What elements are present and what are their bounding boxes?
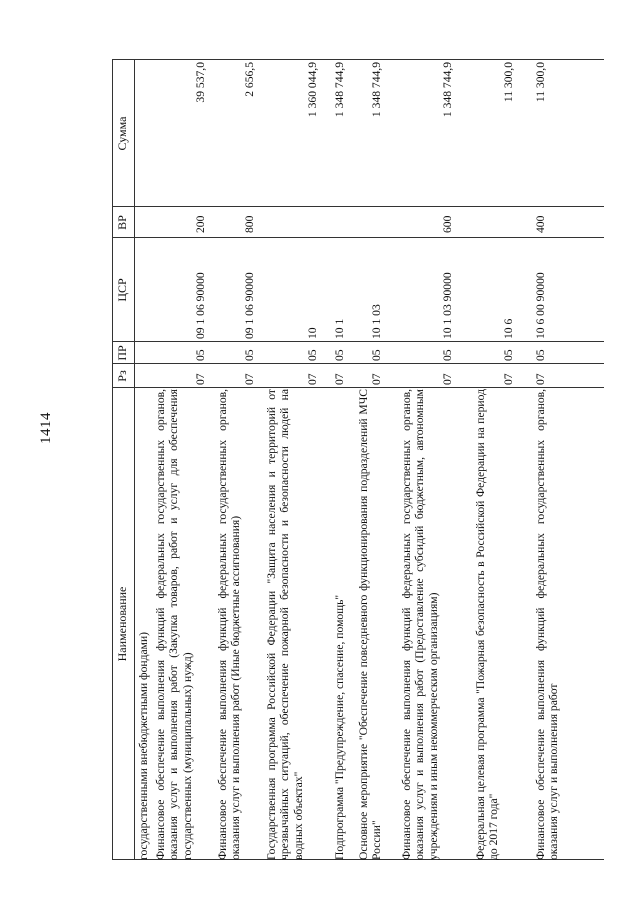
row-8-name: Финансовое обеспечение выполнения функций федеральных государственных органов, оказания услуг и выполнения работ: [534, 389, 561, 860]
col-divider-vr: [112, 206, 604, 207]
row-1-name: Финансовое обеспечение выполнения функций федеральных государственных органов, оказания услуг и выполнения работ (Закупка товаров, работ и услуг для обеспечения государственных (муниципальных) нужд): [154, 389, 194, 860]
table-border-left: [112, 59, 113, 860]
row-1-csr: 09 1 06 90000: [194, 272, 207, 339]
header-underline: [134, 59, 135, 860]
row-3-sum: 1 360 044,9: [306, 62, 319, 118]
row-7-rz: 07: [502, 373, 515, 385]
row-2-name: Финансовое обеспечение выполнения функций федеральных государственных органов, оказания услуг и выполнения работ (Иные бюджетные ассигнования): [216, 389, 243, 860]
row-5-csr: 10 1 03: [370, 304, 383, 339]
row-4-rz: 07: [333, 373, 346, 385]
row-5-name: Основное мероприятие "Обеспечение повседневного функционирования подразделений МЧС России": [357, 389, 384, 860]
row-2-vr: 800: [243, 215, 256, 233]
row-6-pr: 05: [441, 349, 454, 361]
row-3-pr: 05: [306, 349, 319, 361]
row-0-name: государственными внебюджетными фондами): [137, 631, 150, 860]
row-5-sum: 1 348 744,9: [370, 62, 383, 118]
row-6-name: Финансовое обеспечение выполнения функций федеральных государственных органов, оказания услуг и выполнения работ (Предоставление субсидий бюджетным, автономным учреждениям и иным некоммерческим организациям): [400, 389, 440, 860]
row-7-sum: 11 300,0: [502, 62, 515, 103]
row-7-pr: 05: [502, 349, 515, 361]
row-8-vr: 400: [534, 215, 547, 233]
row-8-csr: 10 6 00 90000: [534, 272, 547, 339]
row-6-sum: 1 348 744,9: [441, 62, 454, 118]
header-vr: ВР: [115, 215, 129, 230]
row-4-name: Подпрограмма "Предупреждение, спасение, помощь": [333, 594, 346, 860]
row-8-pr: 05: [534, 349, 547, 361]
row-4-sum: 1 348 744,9: [333, 62, 346, 118]
row-3-rz: 07: [306, 373, 319, 385]
row-3-csr: 10: [306, 327, 319, 339]
row-4-csr: 10 1: [333, 318, 346, 339]
row-7-name: Федеральная целевая программа "Пожарная безопасность в Российской Федерации на период до 2017 года": [474, 389, 501, 860]
row-5-pr: 05: [370, 349, 383, 361]
row-2-sum: 2 656,5: [243, 62, 256, 97]
row-4-pr: 05: [333, 349, 346, 361]
budget-table: [112, 59, 604, 860]
row-6-csr: 10 1 03 90000: [441, 272, 454, 339]
row-2-pr: 05: [243, 349, 256, 361]
row-2-csr: 09 1 06 90000: [243, 272, 256, 339]
row-3-name: Государственная программа Российской Федерации "Защита населения и территорий от чрезвычайных ситуаций, обеспечение пожарной безопасности и безопасности людей на водных объектах": [265, 389, 305, 860]
header-rz: Рз: [115, 370, 129, 382]
table-border-bottom: [112, 59, 604, 60]
col-divider-rz: [112, 363, 604, 364]
page-number: 1414: [38, 412, 54, 444]
row-7-csr: 10 6: [502, 318, 515, 339]
header-name: Наименование: [115, 586, 129, 662]
row-6-rz: 07: [441, 373, 454, 385]
col-divider-pr: [112, 341, 604, 342]
header-csr: ЦСР: [115, 278, 129, 302]
row-6-vr: 600: [441, 215, 454, 233]
row-8-rz: 07: [534, 373, 547, 385]
col-divider-csr: [112, 237, 604, 238]
row-1-pr: 05: [194, 349, 207, 361]
row-2-rz: 07: [243, 373, 256, 385]
row-1-rz: 07: [194, 373, 207, 385]
row-8-sum: 11 300,0: [534, 62, 547, 103]
header-pr: ПР: [115, 345, 129, 361]
header-sum: Сумма: [115, 116, 129, 151]
col-divider-name: [112, 387, 604, 388]
row-1-sum: 39 537,0: [194, 62, 207, 103]
row-1-vr: 200: [194, 215, 207, 233]
row-5-rz: 07: [370, 373, 383, 385]
